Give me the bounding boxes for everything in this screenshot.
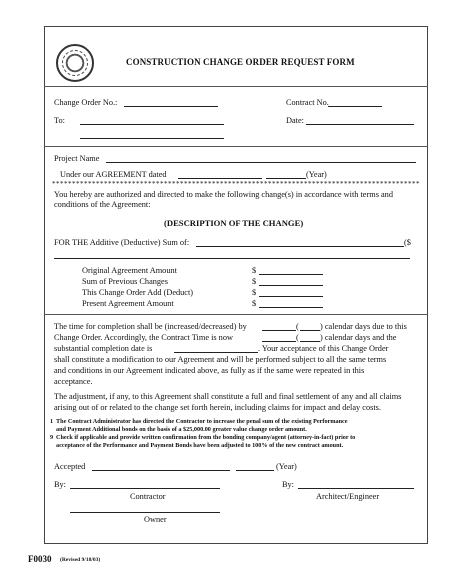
accepted-date-field[interactable] xyxy=(92,470,230,471)
time-text-6: acceptance. xyxy=(54,377,93,386)
contractor-signature-field[interactable] xyxy=(70,488,220,489)
owner-signature-field[interactable] xyxy=(70,512,220,513)
agreement-year-label: (Year) xyxy=(306,170,327,179)
this-change-currency: $ xyxy=(252,288,257,297)
form-code: F0030 xyxy=(28,554,52,564)
time-text-5: and conditions in our Agreement indicated above, as fully as if the same were repeated in this xyxy=(54,366,365,375)
this-change-label: This Change Order Add (Deduct) xyxy=(82,288,194,297)
form-title: CONSTRUCTION CHANGE ORDER REQUEST FORM xyxy=(126,57,355,67)
to-field-2[interactable] xyxy=(80,138,224,139)
change-order-no-label: Change Order No.: xyxy=(54,98,118,107)
present-amount-currency: $ xyxy=(252,299,257,308)
contract-time-field[interactable] xyxy=(262,341,296,342)
owner-caption: Owner xyxy=(144,515,167,524)
notice-marker-2: 9 xyxy=(50,434,54,441)
to-label: To: xyxy=(54,116,65,125)
days-changed-number-field[interactable] xyxy=(300,330,320,331)
sum-words-field[interactable] xyxy=(54,258,410,259)
notice-text-1: The Contract Administrator has directed the Contractor to increase the penal sum of the existing Performance xyxy=(56,418,348,425)
architect-signature-field[interactable] xyxy=(298,488,414,489)
agreement-dated-label: Under our AGREEMENT dated xyxy=(60,170,167,179)
present-amount-field[interactable] xyxy=(259,307,323,308)
divider xyxy=(44,314,428,315)
original-amount-currency: $ xyxy=(252,266,257,275)
contract-time-number-field[interactable] xyxy=(300,341,320,342)
accepted-year-label: (Year) xyxy=(276,462,297,471)
time-text-2b: ( xyxy=(296,333,299,342)
notice-text-4: acceptance of the Performance and Payment Bonds have been adjusted to 100% of the new contract amount. xyxy=(56,442,344,449)
by-contractor-label: By: xyxy=(54,480,66,489)
previous-changes-label: Sum of Previous Changes xyxy=(82,277,168,286)
notice-text-2: and Payment Additional bonds on the basis of a $25,000.00 greater value change order amount. xyxy=(56,426,307,433)
divider xyxy=(44,86,428,87)
this-change-field[interactable] xyxy=(259,296,323,297)
time-text-1a: The time for completion shall be (increased/decreased) by xyxy=(54,322,247,331)
additive-sum-field[interactable] xyxy=(196,246,404,247)
time-text-2a: Change Order. Accordingly, the Contract Time is now xyxy=(54,333,233,342)
date-field[interactable] xyxy=(306,124,414,125)
by-architect-label: By: xyxy=(282,480,294,489)
accepted-year-field[interactable] xyxy=(236,470,274,471)
time-text-3b: . Your acceptance of this Change Order xyxy=(258,344,389,353)
intro-line-1: You hereby are authorized and directed to make the following change(s) in accordance with terms and xyxy=(54,190,393,199)
description-heading: (DESCRIPTION OF THE CHANGE) xyxy=(164,218,304,228)
change-order-no-field[interactable] xyxy=(124,106,218,107)
contractor-caption: Contractor xyxy=(130,492,166,501)
accepted-label: Accepted xyxy=(54,462,86,471)
intro-line-2: conditions of the Agreement: xyxy=(54,200,151,209)
project-name-label: Project Name xyxy=(54,154,100,163)
time-text-1c: ) calendar days due to this xyxy=(320,322,407,331)
previous-changes-field[interactable] xyxy=(259,285,323,286)
contract-no-field[interactable] xyxy=(328,106,382,107)
time-text-1b: ( xyxy=(296,322,299,331)
to-field-1[interactable] xyxy=(80,124,224,125)
official-seal-icon xyxy=(56,44,94,82)
adjust-text-1: The adjustment, if any, to this Agreement shall constitute a full and final settlement of any and all claims xyxy=(54,392,402,401)
form-revised: (Revised 9/18/03) xyxy=(60,557,101,563)
agreement-date-field[interactable] xyxy=(178,178,262,179)
time-text-3a: substantial completion date is xyxy=(54,344,153,353)
agreement-year-field[interactable] xyxy=(266,178,306,179)
time-text-2c: ) calendar days and the xyxy=(320,333,397,342)
additive-sum-label: FOR THE Additive (Deductive) Sum of: xyxy=(54,238,190,247)
project-name-field[interactable] xyxy=(106,162,416,163)
contract-no-label: Contract No. xyxy=(286,98,329,107)
completion-date-field[interactable] xyxy=(174,352,258,353)
adjust-text-2: arising out of or related to the change set forth herein, including claims for impact and delay costs. xyxy=(54,403,381,412)
days-changed-field[interactable] xyxy=(262,330,296,331)
architect-caption: Architect/Engineer xyxy=(316,492,380,501)
time-text-4: shall constitute a modification to our Agreement and will be performed subject to all the same terms xyxy=(54,355,387,364)
sum-currency-open: ($ xyxy=(404,238,411,247)
notice-text-3: Check if applicable and provide written confirmation from the bonding company/agent (attorney-in-fact) prior to xyxy=(56,434,356,441)
date-label: Date: xyxy=(286,116,304,125)
divider xyxy=(44,146,428,147)
previous-changes-currency: $ xyxy=(252,277,257,286)
original-amount-field[interactable] xyxy=(259,274,323,275)
notice-marker-1: 1 xyxy=(50,418,54,425)
separator-stars: ******************************************************************************************** xyxy=(52,180,420,188)
original-amount-label: Original Agreement Amount xyxy=(82,266,177,275)
present-amount-label: Present Agreement Amount xyxy=(82,299,174,308)
